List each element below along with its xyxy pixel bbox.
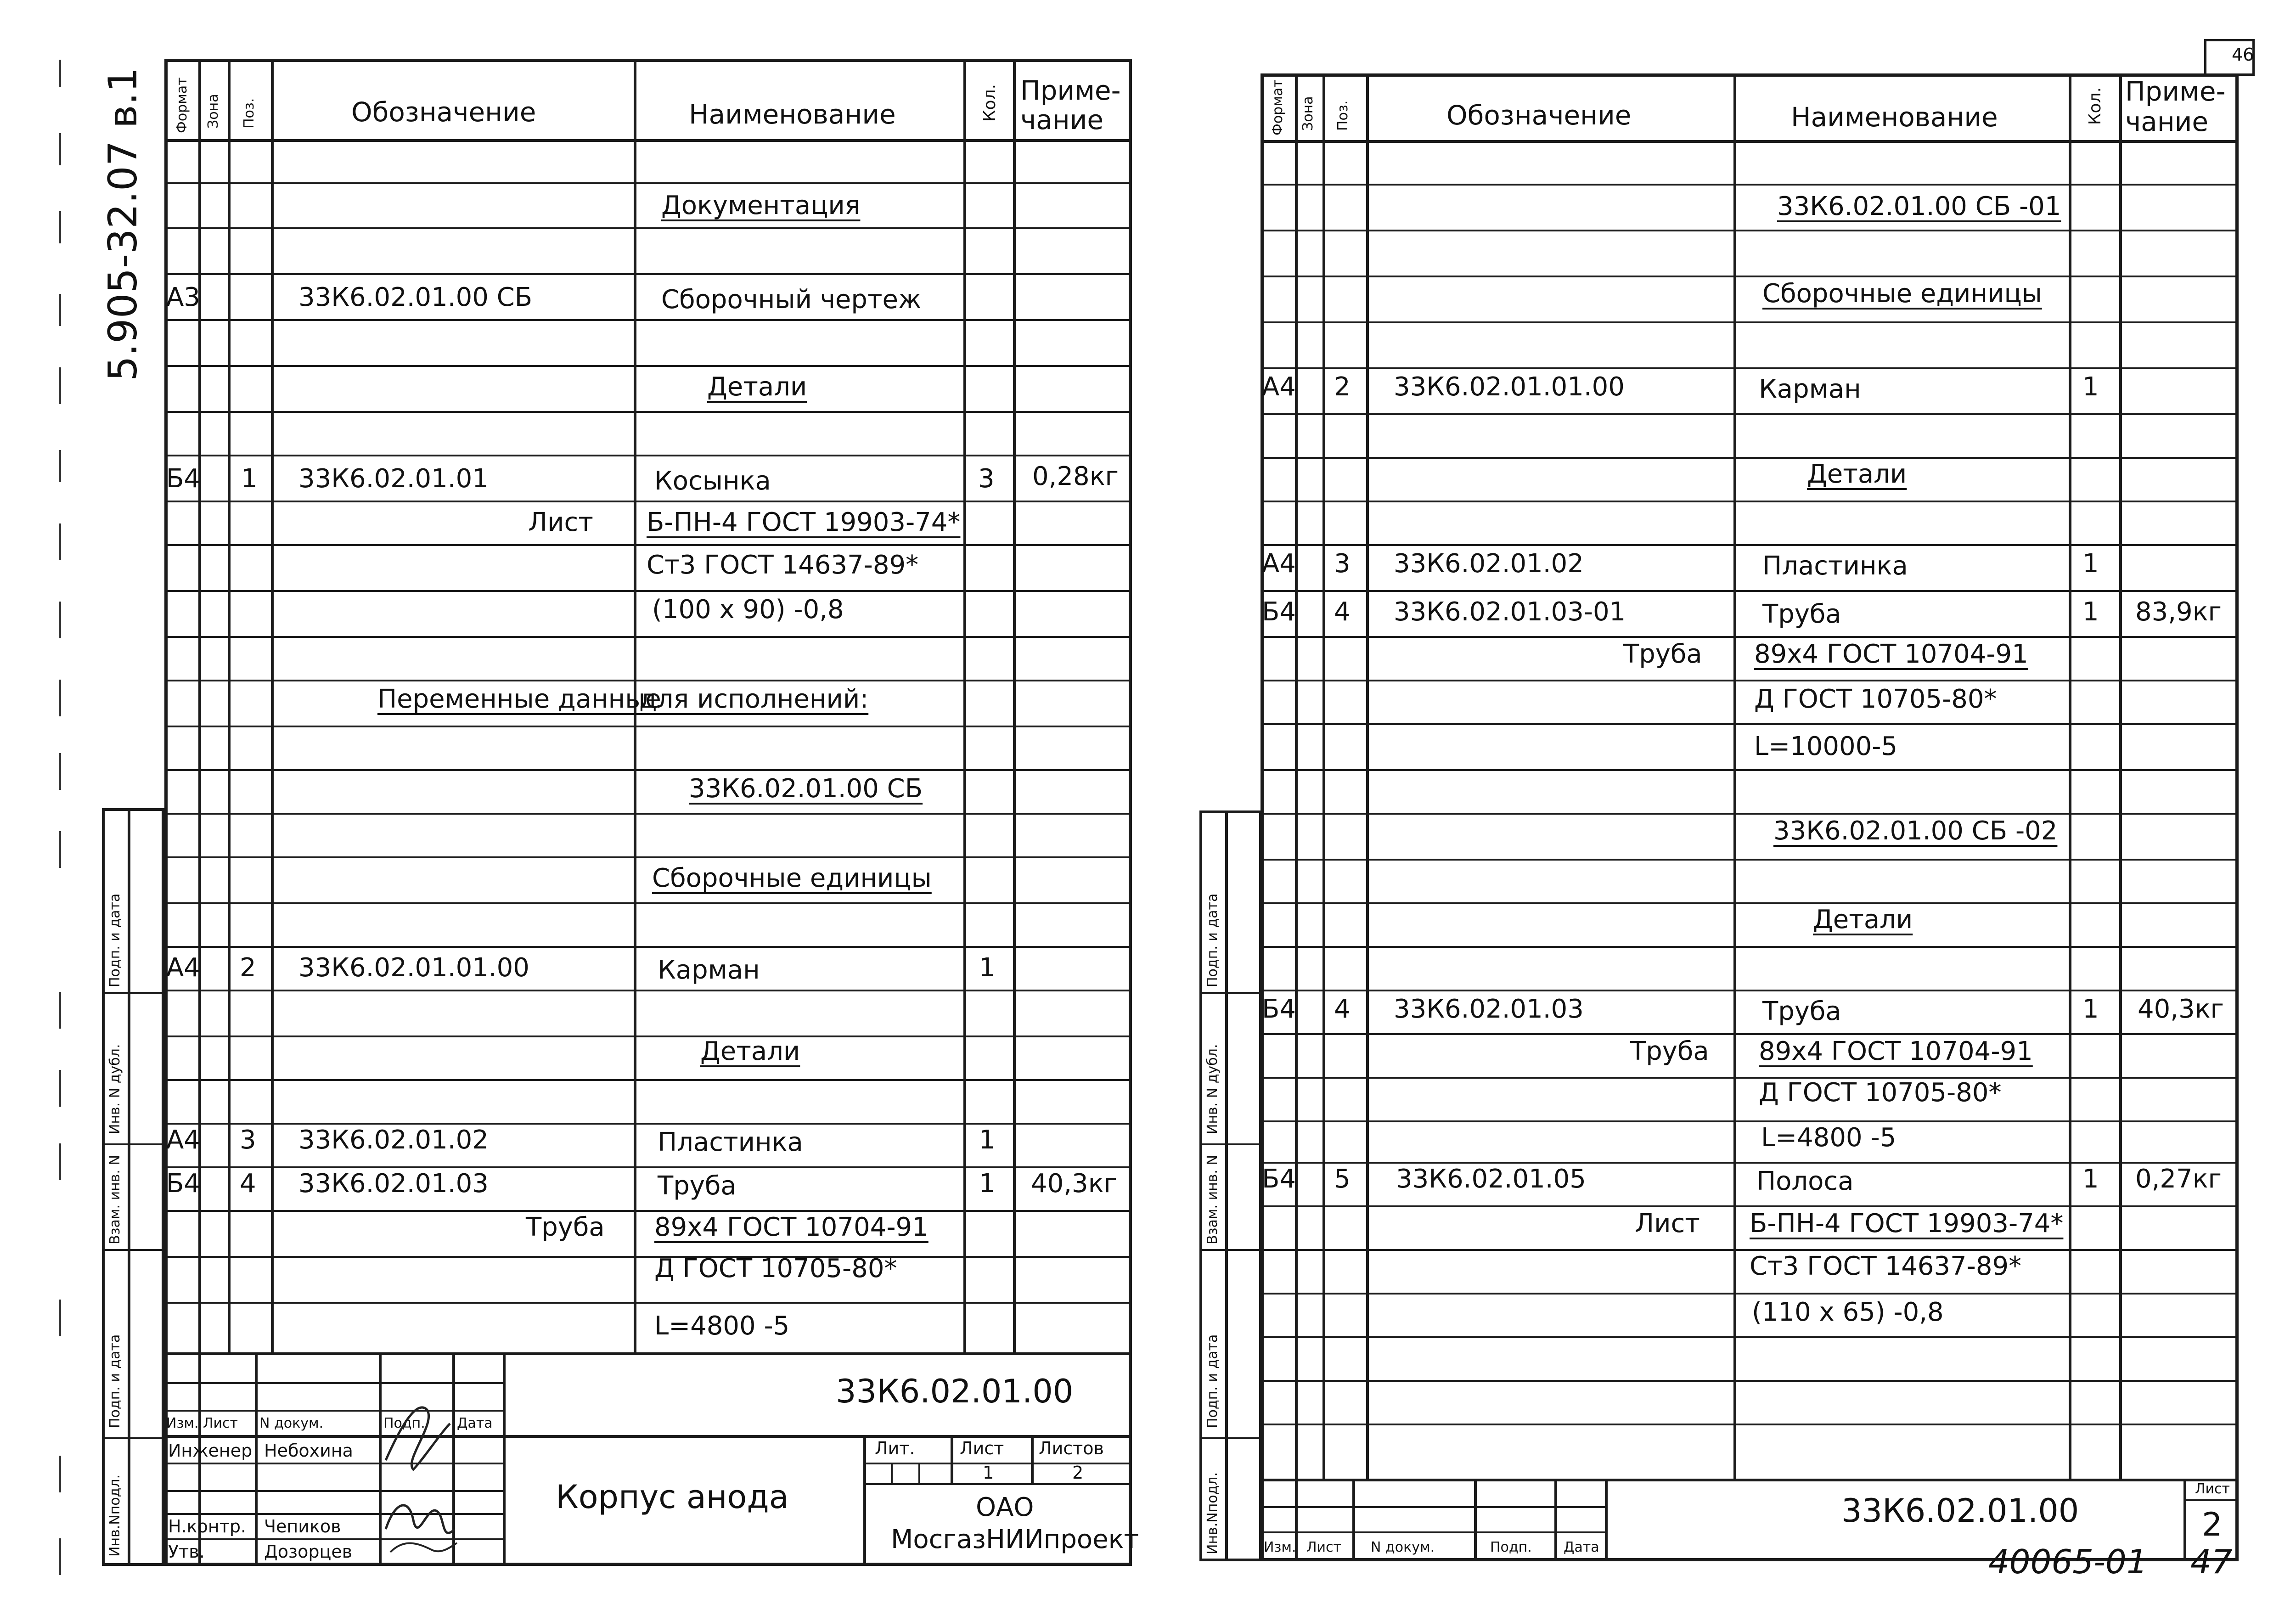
rule — [1199, 1143, 1262, 1145]
margin-mark — [59, 602, 61, 638]
rule — [1261, 184, 2239, 186]
row-designation: 33К6.02.01.03 — [298, 1169, 489, 1199]
rule — [164, 813, 1132, 815]
col-podp: Подп. — [1490, 1539, 1532, 1555]
signature-drawing — [377, 1391, 459, 1566]
row-designation: 33К6.02.01.05 — [1396, 1164, 1586, 1194]
rule — [164, 501, 1132, 502]
rule — [164, 365, 1132, 367]
header-format: Формат — [174, 77, 190, 133]
margin-mark — [59, 450, 61, 482]
row-name: Труба — [1762, 996, 1841, 1026]
rule — [164, 990, 1132, 991]
col-podp: Подп. — [383, 1415, 425, 1431]
row-name: Труба — [658, 1171, 737, 1201]
col-data: Дата — [1564, 1539, 1599, 1555]
side-document-code: 5.905-32.07 в.1 — [100, 67, 146, 381]
row-qty: 1 — [979, 1125, 996, 1155]
rule — [271, 59, 274, 1354]
rule — [164, 726, 1132, 727]
row-pos: 4 — [1334, 994, 1351, 1024]
row-name: L=10000-5 — [1754, 732, 1898, 761]
header-note-2: чание — [1020, 104, 1104, 135]
margin-mark — [59, 1538, 61, 1575]
row-pos: 3 — [240, 1125, 256, 1155]
section-assemblies: Сборочные единицы — [652, 863, 932, 893]
rule — [164, 411, 1132, 413]
section-assemblies: Сборочные единицы — [1762, 279, 2042, 309]
rule — [102, 1143, 164, 1145]
row-name: Д ГОСТ 10705-80* — [654, 1254, 897, 1283]
rule — [863, 1463, 1132, 1464]
row-name: 89x4 ГОСТ 10704-91 — [1759, 1036, 2033, 1066]
row-format: А3 — [166, 282, 200, 312]
margin-mark — [59, 60, 61, 87]
row-qty: 1 — [979, 1169, 996, 1199]
row-format: А4 — [1262, 372, 1296, 402]
row-designation: Труба — [1623, 639, 1702, 669]
rule — [1261, 501, 2239, 502]
section-details: Детали — [700, 1036, 800, 1066]
row-qty: 1 — [2082, 994, 2099, 1024]
row-designation: 33К6.02.01.01.00 — [1394, 372, 1625, 402]
rule — [1295, 73, 1298, 1479]
rule — [1261, 1479, 2239, 1481]
row-format: А4 — [166, 953, 200, 983]
row-note: 40,3кг — [2138, 994, 2224, 1024]
header-note-1: Приме- — [1020, 75, 1121, 106]
page-number: 46 — [2232, 45, 2254, 65]
rule — [863, 1483, 1132, 1485]
stamp-podp-data-2: Подп. и дата — [107, 1334, 123, 1428]
rule — [164, 946, 1132, 948]
left-document-code: 33К6.02.01.00 — [836, 1373, 1074, 1410]
rule — [1261, 1424, 2239, 1425]
rule — [1322, 73, 1325, 1479]
rule — [1261, 140, 2239, 143]
org-line-2: МосгазНИИпроект — [891, 1525, 1139, 1554]
rule — [1733, 73, 1736, 1479]
header-pos: Поз. — [1335, 100, 1351, 131]
margin-mark — [59, 1070, 61, 1107]
rule — [164, 139, 1132, 142]
rule — [1261, 367, 2239, 369]
rule — [164, 1123, 1132, 1125]
section-details: Детали — [707, 372, 807, 402]
margin-mark — [59, 680, 61, 716]
row-format: А4 — [1262, 549, 1296, 579]
row-name: Сборочный чертеж — [661, 285, 922, 315]
row-pos: 4 — [1334, 597, 1351, 627]
rule — [1261, 902, 2239, 904]
stamp-vzam-inv: Взам. инв. N — [107, 1155, 123, 1244]
margin-mark — [59, 753, 61, 790]
stamp-vzam-inv: Взам. инв. N — [1204, 1155, 1221, 1244]
row-designation: Лист — [528, 507, 593, 537]
row-format: Б4 — [166, 464, 201, 494]
row-designation: 33К6.02.01.01 — [298, 464, 489, 494]
rule — [2119, 73, 2122, 1479]
header-designation: Обозначение — [351, 96, 536, 128]
row-format: Б4 — [1262, 994, 1296, 1024]
header-name: Наименование — [689, 99, 896, 130]
row-designation: 33К6.02.01.03-01 — [1394, 597, 1626, 627]
rule — [1261, 1077, 2239, 1079]
row-designation: Труба — [1630, 1036, 1709, 1066]
rule — [198, 59, 201, 1354]
rule — [2183, 1499, 2239, 1501]
col-izm: Изм. — [1264, 1539, 1296, 1555]
rule — [863, 1435, 866, 1566]
rule — [102, 1249, 164, 1251]
header-designation: Обозначение — [1446, 100, 1632, 131]
row-name: 89x4 ГОСТ 10704-91 — [654, 1212, 929, 1242]
col-list: Лист — [1306, 1539, 1342, 1555]
rule — [1261, 413, 2239, 415]
row-name: Пластинка — [1762, 551, 1908, 581]
role-nkontr: Н.контр. — [168, 1516, 247, 1536]
row-qty: 1 — [2082, 1164, 2099, 1194]
rule — [164, 273, 1132, 275]
rule — [1261, 859, 2239, 861]
sheet-label: Лист — [2195, 1481, 2230, 1497]
listov-value: 2 — [1072, 1463, 1084, 1483]
rule — [164, 1036, 1132, 1037]
rule — [2183, 1479, 2186, 1561]
rule — [164, 1382, 503, 1384]
rule — [503, 1352, 506, 1566]
row-name: Б-ПН-4 ГОСТ 19903-74* — [1750, 1209, 2064, 1238]
rule — [164, 636, 1132, 638]
rule — [1199, 1249, 1262, 1251]
stamp-inv-podl: Инв.Nподл. — [1204, 1472, 1221, 1554]
rule — [951, 1435, 953, 1483]
list-value: 1 — [983, 1463, 994, 1483]
row-note: 0,28кг — [1032, 462, 1119, 491]
stamp-podp-data: Подп. и дата — [107, 893, 123, 987]
section-details: Детали — [1813, 905, 1913, 934]
rule — [1261, 230, 2239, 231]
row-designation: 33К6.02.01.03 — [1394, 994, 1584, 1024]
header-name: Наименование — [1791, 101, 1998, 133]
row-name: Карман — [658, 955, 760, 985]
row-name: (100 x 90) -0,8 — [652, 595, 844, 625]
rule — [164, 1256, 1132, 1258]
row-designation: Переменные данные — [377, 684, 661, 714]
rule — [164, 1352, 1132, 1355]
rule — [1261, 946, 2239, 948]
rule — [2069, 73, 2071, 1479]
margin-mark — [59, 1456, 61, 1492]
row-pos: 2 — [240, 953, 256, 983]
header-qty: Кол. — [2086, 87, 2105, 125]
rule — [164, 856, 1132, 858]
col-ndok: N докум. — [259, 1415, 324, 1431]
variant-heading: 33К6.02.01.00 СБ -01 — [1777, 191, 2061, 221]
role-engineer: Инженер — [168, 1441, 253, 1461]
handwritten-page-number: 47 — [2190, 1542, 2233, 1581]
stamp-inv-dubl: Инв. N дубл. — [107, 1044, 123, 1134]
rule — [1261, 1033, 2239, 1035]
listov-label: Листов — [1039, 1438, 1104, 1458]
rule — [1261, 990, 2239, 991]
list-label: Лист — [960, 1438, 1004, 1458]
rule — [164, 769, 1132, 771]
rule — [1261, 813, 2239, 815]
stamp-podp-data-2: Подп. и дата — [1204, 1334, 1221, 1428]
rule — [918, 1463, 920, 1483]
rule — [963, 59, 966, 1354]
rule — [1261, 1120, 2239, 1122]
rule — [228, 59, 231, 1354]
row-qty: 1 — [979, 953, 996, 983]
rule — [164, 590, 1132, 592]
row-name: L=4800 -5 — [1761, 1123, 1896, 1153]
row-pos: 2 — [1334, 372, 1351, 402]
row-format: Б4 — [1262, 597, 1296, 627]
rule — [1554, 1479, 1557, 1561]
rule — [1031, 1435, 1034, 1483]
variant-heading: 33К6.02.01.00 СБ — [689, 774, 923, 804]
row-qty: 3 — [978, 464, 995, 494]
margin-mark — [59, 831, 61, 868]
row-name: Косынка — [654, 466, 771, 496]
rule — [1261, 1293, 2239, 1294]
rule — [1261, 1205, 2239, 1207]
product-name: Корпус анода — [556, 1478, 789, 1516]
margin-mark — [59, 523, 61, 560]
rule — [255, 1352, 258, 1566]
row-qty: 1 — [2082, 597, 2099, 627]
row-designation: 33К6.02.01.02 — [1394, 549, 1584, 579]
header-zone: Зона — [205, 94, 221, 129]
row-name: Ст3 ГОСТ 14637-89* — [1750, 1251, 2022, 1281]
rule — [164, 1079, 1132, 1081]
rule — [1199, 1437, 1262, 1439]
rule — [164, 544, 1132, 546]
rule — [1261, 590, 2239, 592]
row-name: Труба — [1762, 599, 1841, 629]
rule — [1261, 1531, 1605, 1533]
row-designation: 33К6.02.01.00 СБ — [298, 282, 533, 312]
rule — [164, 227, 1132, 229]
rule — [1261, 1249, 2239, 1251]
org-line-1: ОАО — [976, 1492, 1034, 1522]
rule — [1474, 1479, 1477, 1561]
person-nkontr: Чепиков — [264, 1516, 341, 1536]
stamp-podp-data: Подп. и дата — [1204, 893, 1221, 987]
section-details: Детали — [1807, 459, 1907, 489]
rule — [164, 182, 1132, 184]
margin-mark — [59, 1143, 61, 1180]
rule — [1261, 1336, 2239, 1338]
row-designation: 33К6.02.01.01.00 — [298, 953, 529, 983]
rule — [128, 808, 130, 1566]
rule — [164, 680, 1132, 681]
lit-label: Лит. — [875, 1438, 915, 1458]
margin-mark — [59, 211, 61, 243]
handwritten-archive-code: 40065-01 — [1988, 1542, 2148, 1581]
rule — [1352, 1479, 1355, 1561]
margin-mark — [59, 1300, 61, 1336]
person-approve: Дозорцев — [264, 1542, 353, 1562]
rule — [164, 1435, 1132, 1438]
sheet-number: 2 — [2202, 1506, 2223, 1543]
row-note: 40,3кг — [1031, 1169, 1117, 1199]
margin-mark — [59, 367, 61, 404]
row-name: L=4800 -5 — [654, 1311, 790, 1341]
row-pos: 4 — [240, 1169, 256, 1199]
row-name: для исполнений: — [639, 684, 869, 714]
rule — [1261, 457, 2239, 459]
role-approve: Утв. — [168, 1542, 205, 1562]
rule — [164, 1302, 1132, 1304]
rule — [1261, 544, 2239, 546]
col-data: Дата — [457, 1415, 493, 1431]
row-name: Карман — [1759, 374, 1861, 404]
rule — [1261, 680, 2239, 681]
rule — [1199, 992, 1262, 994]
col-ndok: N докум. — [1371, 1539, 1435, 1555]
row-designation: Лист — [1635, 1209, 1700, 1238]
row-pos: 1 — [241, 464, 258, 494]
row-name: Пластинка — [658, 1127, 803, 1157]
rule — [102, 1437, 164, 1439]
section-documentation: Документация — [661, 191, 861, 220]
row-pos: 5 — [1334, 1164, 1351, 1194]
row-qty: 1 — [2082, 372, 2099, 402]
rule — [102, 992, 164, 994]
stamp-inv-dubl: Инв. N дубл. — [1204, 1044, 1221, 1134]
rule — [164, 319, 1132, 321]
rule — [1261, 769, 2239, 771]
right-document-code: 33К6.02.01.00 — [1841, 1492, 2079, 1530]
margin-mark — [59, 992, 61, 1029]
col-list: Лист — [203, 1415, 238, 1431]
header-pos: Поз. — [241, 98, 257, 129]
row-name: 89x4 ГОСТ 10704-91 — [1754, 639, 2028, 669]
rule — [164, 1210, 1132, 1212]
rule — [164, 1166, 1132, 1168]
row-qty: 1 — [2082, 549, 2099, 579]
row-name: Б-ПН-4 ГОСТ 19903-74* — [647, 507, 961, 537]
row-note: 83,9кг — [2135, 597, 2222, 627]
rule — [1261, 1380, 2239, 1382]
rule — [1261, 636, 2239, 638]
rule — [1261, 1506, 1605, 1508]
row-format: А4 — [166, 1125, 200, 1155]
row-format: Б4 — [166, 1169, 201, 1199]
stamp-inv-podl: Инв.Nподл. — [107, 1474, 123, 1557]
rule — [164, 455, 1132, 456]
row-designation: 33К6.02.01.02 — [298, 1125, 489, 1155]
header-qty: Кол. — [980, 84, 999, 122]
row-name: Д ГОСТ 10705-80* — [1754, 684, 1997, 714]
row-pos: 3 — [1334, 549, 1351, 579]
margin-mark — [59, 133, 61, 165]
row-note: 0,27кг — [2135, 1164, 2222, 1194]
rule — [1225, 810, 1228, 1561]
rule — [1605, 1479, 1608, 1561]
variant-heading: 33К6.02.01.00 СБ -02 — [1773, 816, 2058, 846]
person-engineer: Небохина — [264, 1441, 353, 1461]
rule — [1261, 723, 2239, 725]
col-izm: Изм. — [166, 1415, 199, 1431]
rule — [1261, 321, 2239, 323]
header-note-2: чание — [2125, 106, 2209, 137]
rule — [1013, 59, 1016, 1354]
rule — [1261, 1162, 2239, 1164]
rule — [891, 1463, 893, 1483]
right-frame — [1261, 73, 2239, 1561]
margin-mark — [59, 294, 61, 326]
row-name: Полоса — [1756, 1166, 1854, 1196]
row-designation: Труба — [526, 1212, 605, 1242]
row-name: Д ГОСТ 10705-80* — [1759, 1078, 2002, 1108]
row-name: Ст3 ГОСТ 14637-89* — [647, 550, 919, 580]
rule — [1261, 276, 2239, 277]
row-name: (110 x 65) -0,8 — [1752, 1297, 1944, 1327]
row-format: Б4 — [1262, 1164, 1296, 1194]
header-zone: Зона — [1300, 96, 1316, 131]
header-format: Формат — [1270, 79, 1286, 135]
header-note-1: Приме- — [2125, 76, 2226, 107]
rule — [1366, 73, 1369, 1479]
rule — [164, 902, 1132, 904]
